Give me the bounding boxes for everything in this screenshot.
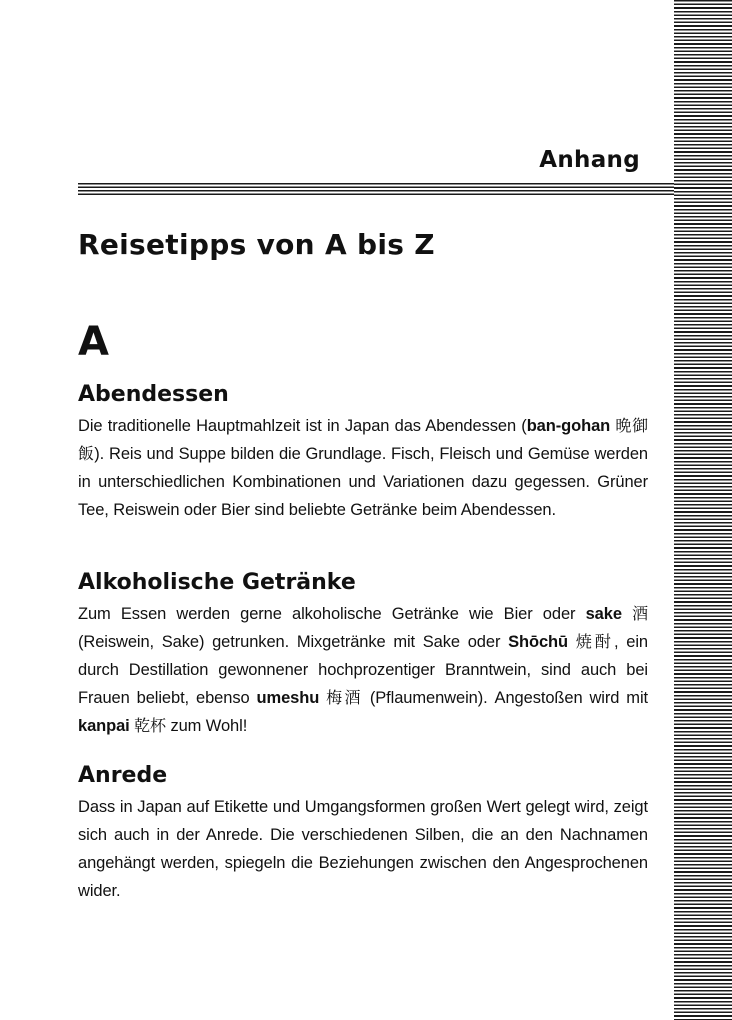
kanji-term: 酒: [632, 604, 648, 623]
kanji-term: 焼酎: [575, 632, 615, 651]
body-text: Dass in Japan auf Etikette und Umgangsformen großen Wert gelegt wird, zeigt sich auch in der Anrede. Die verschiedenen Silben, die an den Nachnamen angehängt werden, spiegeln die Beziehungen zwischen den Angesprochenen wider.: [78, 798, 648, 900]
body-text: [622, 605, 632, 623]
japanese-term: kanpai: [78, 717, 130, 735]
entry-anrede: [78, 761, 648, 905]
entry-abendessen: [78, 380, 648, 524]
letter-heading: A: [78, 319, 109, 365]
section-header: Anhang: [539, 147, 640, 173]
entry-body: [78, 412, 648, 524]
entry-title: Abendessen: [78, 382, 229, 407]
body-text: [568, 633, 576, 651]
japanese-term: Shōchū: [508, 633, 568, 651]
entry-title: Alkoholische Getränke: [78, 570, 356, 595]
body-text: ). Reis und Suppe bilden die Grundlage. Fisch, Fleisch und Gemüse werden in unterschiedlichen Kombinationen und Variationen dazu gegessen. Grüner Tee, Reiswein oder Bier sind beliebte Getränke beim Abendessen.: [78, 445, 648, 519]
entry-alkoholische-getraenke: [78, 568, 648, 740]
header-rule: [78, 183, 674, 195]
kanji-term: 乾杯: [134, 716, 166, 735]
japanese-term: sake: [585, 605, 622, 623]
entry-body: [78, 793, 648, 905]
body-text: (Pflaumenwein). Angestoßen wird mit: [362, 689, 649, 707]
entry-body: [78, 600, 648, 740]
entry-title: Anrede: [78, 763, 168, 788]
body-text: Zum Essen werden gerne alkoholische Getränke wie Bier oder: [78, 605, 586, 623]
body-text: zum Wohl!: [165, 717, 248, 735]
body-text: Die traditionelle Hauptmahlzeit ist in Japan das Abendessen (: [78, 417, 527, 435]
page-title: Reisetipps von A bis Z: [78, 228, 435, 261]
page-edge-thumb-index: [674, 0, 732, 1020]
kanji-term: 梅酒: [326, 688, 363, 707]
kanji-term: 晩御飯: [78, 416, 648, 463]
japanese-term: ban-gohan: [526, 417, 611, 435]
japanese-term: umeshu: [256, 689, 320, 707]
body-text: (Reiswein, Sake) getrunken. Mixgetränke mit Sake oder: [78, 633, 509, 651]
body-text: , ein durch Destillation gewonnener hochprozentiger Branntwein, sind auch bei Frauen beliebt, ebenso: [78, 633, 648, 707]
